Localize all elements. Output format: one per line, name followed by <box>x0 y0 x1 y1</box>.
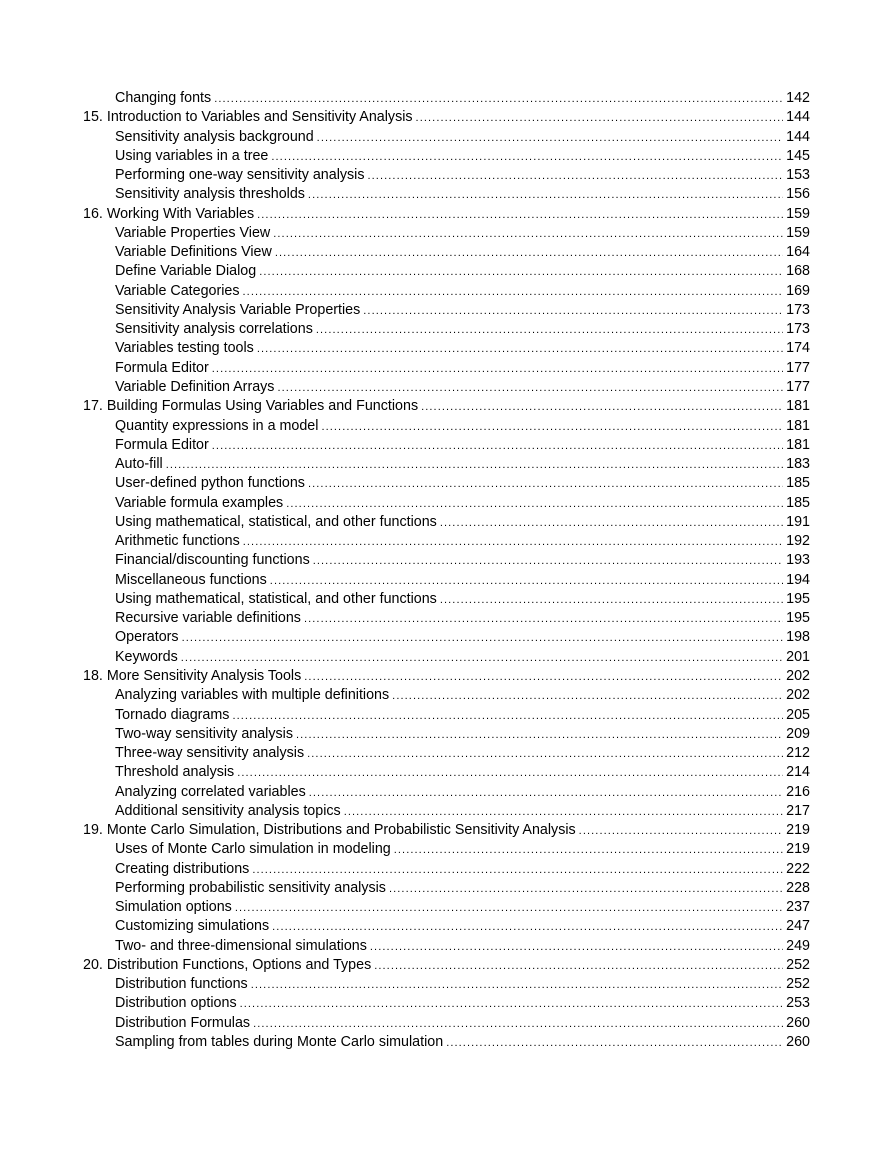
toc-page-number: 202 <box>786 667 810 684</box>
dot-leader <box>374 957 783 976</box>
toc-page-number: 181 <box>786 417 810 434</box>
toc-entry-row[interactable] <box>83 860 810 879</box>
toc-title: Variable formula examples <box>115 494 284 511</box>
toc-title: Auto-fill <box>115 456 163 473</box>
toc-page-number: 219 <box>786 822 810 839</box>
toc-title: User-defined python functions <box>115 475 305 492</box>
toc-title: Distribution functions <box>115 976 248 993</box>
toc-chapter-row[interactable] <box>83 397 810 416</box>
toc-entry-row[interactable] <box>83 706 810 725</box>
toc-entry-row[interactable] <box>83 166 810 185</box>
toc-entry-row[interactable] <box>83 725 810 744</box>
toc-entry-row[interactable] <box>83 455 810 474</box>
toc-page-number: 183 <box>786 456 810 473</box>
toc-page-number: 214 <box>786 764 810 781</box>
dot-leader <box>307 745 783 764</box>
toc-entry-row[interactable] <box>83 802 810 821</box>
dot-leader <box>257 206 783 225</box>
dot-leader <box>253 1015 783 1034</box>
dot-leader <box>259 263 783 282</box>
dot-leader <box>243 533 783 552</box>
toc-entry-row[interactable] <box>83 994 810 1013</box>
dot-leader <box>214 90 783 109</box>
toc-title: Formula Editor <box>115 359 209 376</box>
toc-entry-row[interactable] <box>83 494 810 513</box>
toc-page-number: 212 <box>786 745 810 762</box>
toc-page-number: 237 <box>786 899 810 916</box>
toc-page-number: 195 <box>786 590 810 607</box>
dot-leader <box>368 167 784 186</box>
toc-title: Operators <box>115 629 179 646</box>
dot-leader <box>344 803 783 822</box>
toc-title: Simulation options <box>115 899 232 916</box>
toc-entry-row[interactable] <box>83 378 810 397</box>
toc-page-number: 219 <box>786 841 810 858</box>
dot-leader <box>313 552 783 571</box>
toc-title: Arithmetic functions <box>115 533 240 550</box>
toc-page-number: 185 <box>786 475 810 492</box>
toc-entry-row[interactable] <box>83 128 810 147</box>
toc-title: 16. Working With Variables <box>83 205 255 222</box>
toc-entry-row[interactable] <box>83 282 810 301</box>
toc-title: Using mathematical, statistical, and other functions <box>115 513 437 530</box>
toc-page-number: 252 <box>786 976 810 993</box>
toc-entry-row[interactable] <box>83 648 810 667</box>
dot-leader <box>251 976 783 995</box>
toc-entry-row[interactable] <box>83 571 810 590</box>
table-of-contents <box>83 89 810 1052</box>
toc-title: Additional sensitivity analysis topics <box>115 802 341 819</box>
toc-entry-row[interactable] <box>83 339 810 358</box>
toc-page-number: 202 <box>786 687 810 704</box>
toc-title: Performing probabilistic sensitivity analysis <box>115 879 386 896</box>
toc-chapter-row[interactable] <box>83 821 810 840</box>
toc-entry-row[interactable] <box>83 975 810 994</box>
toc-chapter-row[interactable] <box>83 667 810 686</box>
toc-title: Sensitivity analysis thresholds <box>115 186 305 203</box>
toc-title: 17. Building Formulas Using Variables and Functions <box>83 398 419 415</box>
toc-page-number: 195 <box>786 610 810 627</box>
toc-entry-row[interactable] <box>83 628 810 647</box>
toc-title: Distribution options <box>115 995 237 1012</box>
toc-entry-row[interactable] <box>83 609 810 628</box>
dot-leader <box>304 668 783 687</box>
toc-entry-row[interactable] <box>83 436 810 455</box>
toc-title: Using variables in a tree <box>115 147 269 164</box>
dot-leader <box>240 995 784 1014</box>
dot-leader <box>237 764 783 783</box>
dot-leader <box>308 475 783 494</box>
toc-page-number: 159 <box>786 205 810 222</box>
dot-leader <box>308 186 783 205</box>
toc-page-number: 168 <box>786 263 810 280</box>
toc-page-number: 177 <box>786 359 810 376</box>
toc-entry-row[interactable] <box>83 551 810 570</box>
toc-entry-row[interactable] <box>83 359 810 378</box>
toc-page-number: 194 <box>786 571 810 588</box>
toc-page-number: 142 <box>786 90 810 106</box>
toc-title: Customizing simulations <box>115 918 270 935</box>
toc-entry-row[interactable] <box>83 1014 810 1033</box>
toc-entry-row[interactable] <box>83 532 810 551</box>
toc-title: Sensitivity Analysis Variable Properties <box>115 301 361 318</box>
toc-page-number: 173 <box>786 301 810 318</box>
toc-page-number: 205 <box>786 706 810 723</box>
dot-leader <box>446 1034 783 1053</box>
dot-leader <box>440 591 783 610</box>
toc-page-number: 145 <box>786 147 810 164</box>
toc-page-number: 198 <box>786 629 810 646</box>
dot-leader <box>270 572 783 591</box>
toc-chapter-row[interactable] <box>83 956 810 975</box>
toc-title: Recursive variable definitions <box>115 610 301 627</box>
toc-title: Analyzing correlated variables <box>115 783 306 800</box>
toc-title: 15. Introduction to Variables and Sensitivity Analysis <box>83 109 413 126</box>
toc-title: Keywords <box>115 648 178 665</box>
toc-entry-row[interactable] <box>83 686 810 705</box>
toc-page-number: 249 <box>786 937 810 954</box>
toc-title: 20. Distribution Functions, Options and Types <box>83 956 372 973</box>
toc-entry-row[interactable] <box>83 185 810 204</box>
toc-entry-row[interactable] <box>83 763 810 782</box>
toc-title: Creating distributions <box>115 860 250 877</box>
dot-leader <box>166 456 783 475</box>
toc-page-number: 153 <box>786 167 810 184</box>
toc-page-number: 159 <box>786 224 810 241</box>
toc-entry-row[interactable] <box>83 224 810 243</box>
toc-title: Formula Editor <box>115 436 209 453</box>
dot-leader <box>257 340 783 359</box>
toc-title: Sampling from tables during Monte Carlo simulation <box>115 1034 444 1051</box>
toc-entry-row[interactable] <box>83 513 810 532</box>
dot-leader <box>392 687 783 706</box>
toc-entry-row[interactable] <box>83 89 810 108</box>
toc-page-number: 181 <box>786 436 810 453</box>
toc-title: Changing fonts <box>115 90 212 106</box>
toc-page-number: 193 <box>786 552 810 569</box>
toc-title: Variable Properties View <box>115 224 271 241</box>
dot-leader <box>296 726 783 745</box>
toc-title: 19. Monte Carlo Simulation, Distributions and Probabilistic Sensitivity Analysis <box>83 822 576 839</box>
toc-title: Distribution Formulas <box>115 1014 251 1031</box>
toc-entry-row[interactable] <box>83 262 810 281</box>
toc-entry-row[interactable] <box>83 320 810 339</box>
dot-leader <box>243 283 784 302</box>
toc-title: 18. More Sensitivity Analysis Tools <box>83 667 302 684</box>
dot-leader <box>235 899 783 918</box>
toc-page-number: 247 <box>786 918 810 935</box>
toc-title: Two- and three-dimensional simulations <box>115 937 367 954</box>
toc-title: Sensitivity analysis correlations <box>115 321 313 338</box>
toc-chapter-row[interactable] <box>83 108 810 127</box>
toc-title: Using mathematical, statistical, and other functions <box>115 590 437 607</box>
toc-chapter-row[interactable] <box>83 205 810 224</box>
toc-entry-row[interactable] <box>83 840 810 859</box>
toc-page-number: 260 <box>786 1034 810 1051</box>
toc-entry-row[interactable] <box>83 590 810 609</box>
dot-leader <box>273 225 783 244</box>
dot-leader <box>389 880 783 899</box>
toc-page-number: 209 <box>786 725 810 742</box>
toc-title: Define Variable Dialog <box>115 263 257 280</box>
toc-page-number: 144 <box>786 128 810 145</box>
toc-page-number: 201 <box>786 648 810 665</box>
toc-title: Threshold analysis <box>115 764 235 781</box>
toc-title: Quantity expressions in a model <box>115 417 319 434</box>
dot-leader <box>286 495 783 514</box>
toc-title: Variables testing tools <box>115 340 254 357</box>
toc-page-number: 253 <box>786 995 810 1012</box>
toc-title: Analyzing variables with multiple definitions <box>115 687 390 704</box>
toc-page-number: 181 <box>786 398 810 415</box>
toc-title: Performing one-way sensitivity analysis <box>115 167 365 184</box>
dot-leader <box>579 822 783 841</box>
toc-page-number: 192 <box>786 533 810 550</box>
toc-page-number: 169 <box>786 282 810 299</box>
toc-title: Two-way sensitivity analysis <box>115 725 293 742</box>
toc-page-number: 217 <box>786 802 810 819</box>
toc-page-number: 252 <box>786 956 810 973</box>
dot-leader <box>212 437 783 456</box>
toc-page-number: 156 <box>786 186 810 203</box>
dot-leader <box>182 629 784 648</box>
dot-leader <box>363 302 783 321</box>
dot-leader <box>440 514 783 533</box>
toc-entry-row[interactable] <box>83 243 810 262</box>
toc-entry-row[interactable] <box>83 744 810 763</box>
toc-page-number: 185 <box>786 494 810 511</box>
dot-leader <box>252 861 783 880</box>
toc-page-number: 228 <box>786 879 810 896</box>
dot-leader <box>394 841 783 860</box>
dot-leader <box>275 244 783 263</box>
toc-title: Three-way sensitivity analysis <box>115 745 305 762</box>
dot-leader <box>321 418 783 437</box>
toc-entry-row[interactable] <box>83 917 810 936</box>
toc-title: Variable Definition Arrays <box>115 378 275 395</box>
toc-title: Variable Categories <box>115 282 240 299</box>
toc-title: Financial/discounting functions <box>115 552 310 569</box>
toc-title: Uses of Monte Carlo simulation in modeling <box>115 841 391 858</box>
toc-title: Variable Definitions View <box>115 244 272 261</box>
toc-page-number: 191 <box>786 513 810 530</box>
toc-entry-row[interactable] <box>83 417 810 436</box>
dot-leader <box>271 148 783 167</box>
toc-entry-row[interactable] <box>83 783 810 802</box>
toc-entry-row[interactable] <box>83 937 810 956</box>
dot-leader <box>309 784 783 803</box>
dot-leader <box>370 938 783 957</box>
toc-page-number: 164 <box>786 244 810 261</box>
dot-leader <box>272 918 783 937</box>
dot-leader <box>316 321 783 340</box>
dot-leader <box>416 109 784 128</box>
toc-page-number: 144 <box>786 109 810 126</box>
dot-leader <box>317 129 783 148</box>
toc-page-number: 177 <box>786 378 810 395</box>
toc-entry-row[interactable] <box>83 1033 810 1052</box>
dot-leader <box>181 649 783 668</box>
toc-page-number: 173 <box>786 321 810 338</box>
toc-entry-row[interactable] <box>83 301 810 320</box>
dot-leader <box>304 610 783 629</box>
toc-page-number: 260 <box>786 1014 810 1031</box>
toc-title: Sensitivity analysis background <box>115 128 314 145</box>
toc-title: Miscellaneous functions <box>115 571 267 588</box>
dot-leader <box>212 360 783 379</box>
toc-page-number: 222 <box>786 860 810 877</box>
toc-title: Tornado diagrams <box>115 706 230 723</box>
toc-entry-row[interactable] <box>83 898 810 917</box>
toc-page-number: 216 <box>786 783 810 800</box>
toc-entry-row[interactable] <box>83 147 810 166</box>
dot-leader <box>277 379 783 398</box>
toc-entry-row[interactable] <box>83 474 810 493</box>
toc-page-number: 174 <box>786 340 810 357</box>
toc-entry-row[interactable] <box>83 879 810 898</box>
dot-leader <box>232 707 783 726</box>
dot-leader <box>421 398 783 417</box>
